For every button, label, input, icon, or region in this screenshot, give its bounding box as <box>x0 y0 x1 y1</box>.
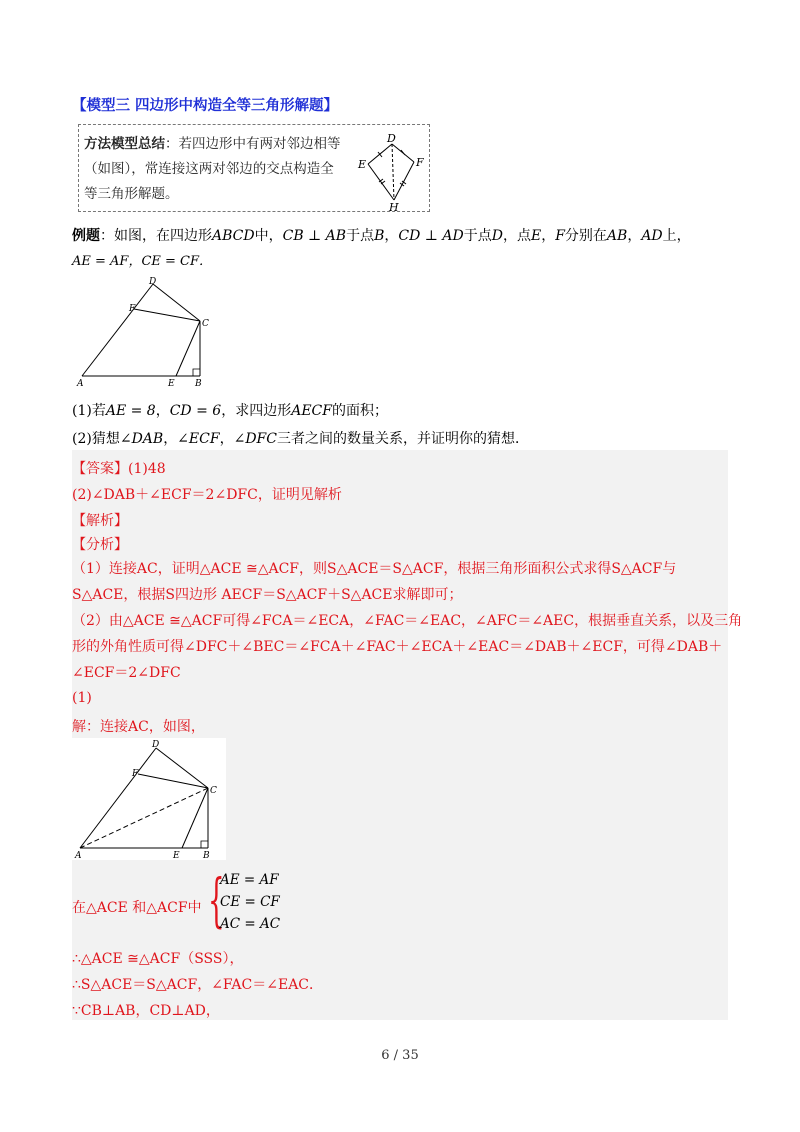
system-eq-3: AC = AC <box>220 916 281 932</box>
fenxi-1b: S△ACE，根据S四边形 AECF＝S△ACF＋S△ACE求解即可； <box>72 587 463 603</box>
method-summary-label: 方法模型总结 <box>84 136 165 152</box>
kite-label-e: E <box>358 158 367 171</box>
question-1: (1)若AE = 8，CD = 6，求四边形AECF的面积； <box>72 403 388 419</box>
fig2-label-d: D <box>152 740 160 750</box>
quadrilateral-figure <box>72 276 222 390</box>
fenxi-2c: ∠ECF＝2∠DFC <box>72 665 181 681</box>
system-intro: 在△ACE 和△ACF中 <box>72 900 202 916</box>
quadrilateral-figure-with-ac <box>72 738 226 860</box>
fenxi-1: （1）连接AC，证明△ACE ≅△ACF，则S△ACE＝S△ACF，根据三角形面积公式求得S△ACF与 <box>72 561 677 577</box>
system-eq-1: AE = AF <box>220 872 279 888</box>
analysis-tag: 【解析】 <box>72 513 128 529</box>
fig1-label-c: C <box>202 319 209 329</box>
step-2: ∴S△ACE＝S△ACF，∠FAC＝∠EAC． <box>72 977 324 993</box>
answer-2: (2)∠DAB＋∠ECF＝2∠DFC，证明见解析 <box>72 487 342 503</box>
example-line-1: 例题：如图，在四边形ABCD中，CB ⊥ AB于点B，CD ⊥ AD于点D，点E，F分别在AB，AD上， <box>72 228 691 244</box>
answer-line-1 <box>72 458 166 478</box>
fig2-label-e: E <box>173 851 180 860</box>
kite-label-h: H <box>389 201 399 212</box>
fenxi-tag: 【分析】 <box>72 537 128 553</box>
answer-tag: 【答案】 <box>72 461 128 477</box>
fig2-label-c: C <box>210 786 217 796</box>
fig1-label-f: F <box>129 304 136 314</box>
fig2-label-a: A <box>75 851 82 860</box>
method-summary-body: ：若四边形中有两对邻边相等（如图），常连接这两对邻边的交点构造全等三角形解题。 <box>84 136 341 202</box>
fig1-label-a: A <box>77 379 84 389</box>
answer-1: (1)48 <box>128 461 166 477</box>
fig1-label-b: B <box>195 379 202 389</box>
question-2: (2)猜想∠DAB，∠ECF，∠DFC三者之间的数量关系，并证明你的猜想． <box>72 431 529 447</box>
step-3: ∵CB⊥AB，CD⊥AD， <box>72 1003 220 1019</box>
fig2-label-f: F <box>132 769 139 779</box>
method-summary-text <box>84 132 346 207</box>
fenxi-2b: 形的外角性质可得∠DFC＋∠BEC＝∠FCA＋∠FAC＋∠ECA＋∠EAC＝∠DAB＋∠ECF，可得∠DAB＋ <box>72 639 723 655</box>
section-heading: 【模型三 四边形中构造全等三角形解题】 <box>72 98 339 114</box>
step-1: ∴△ACE ≅△ACF（SSS）， <box>72 951 244 967</box>
solution-intro: 解：连接AC，如图， <box>72 719 205 735</box>
system-eq-2: CE = CF <box>220 894 280 910</box>
solution-number: (1) <box>72 690 92 706</box>
fenxi-2: （2）由△ACE ≅△ACF可得∠FCA＝∠ECA，∠FAC＝∠EAC，∠AFC＝∠AEC，根据垂直关系，以及三角 <box>72 613 743 629</box>
kite-label-d: D <box>387 132 396 145</box>
fig1-label-e: E <box>168 379 175 389</box>
example-conditions: AE = AF，CE = CF． <box>72 254 213 269</box>
kite-figure <box>352 132 428 212</box>
system-brace: { <box>208 866 225 934</box>
fig2-label-b: B <box>203 851 210 860</box>
example-label: 例题 <box>72 228 100 244</box>
fig1-label-d: D <box>149 277 157 287</box>
kite-label-f: F <box>416 156 424 169</box>
page-number: 6 / 35 <box>381 1048 419 1063</box>
